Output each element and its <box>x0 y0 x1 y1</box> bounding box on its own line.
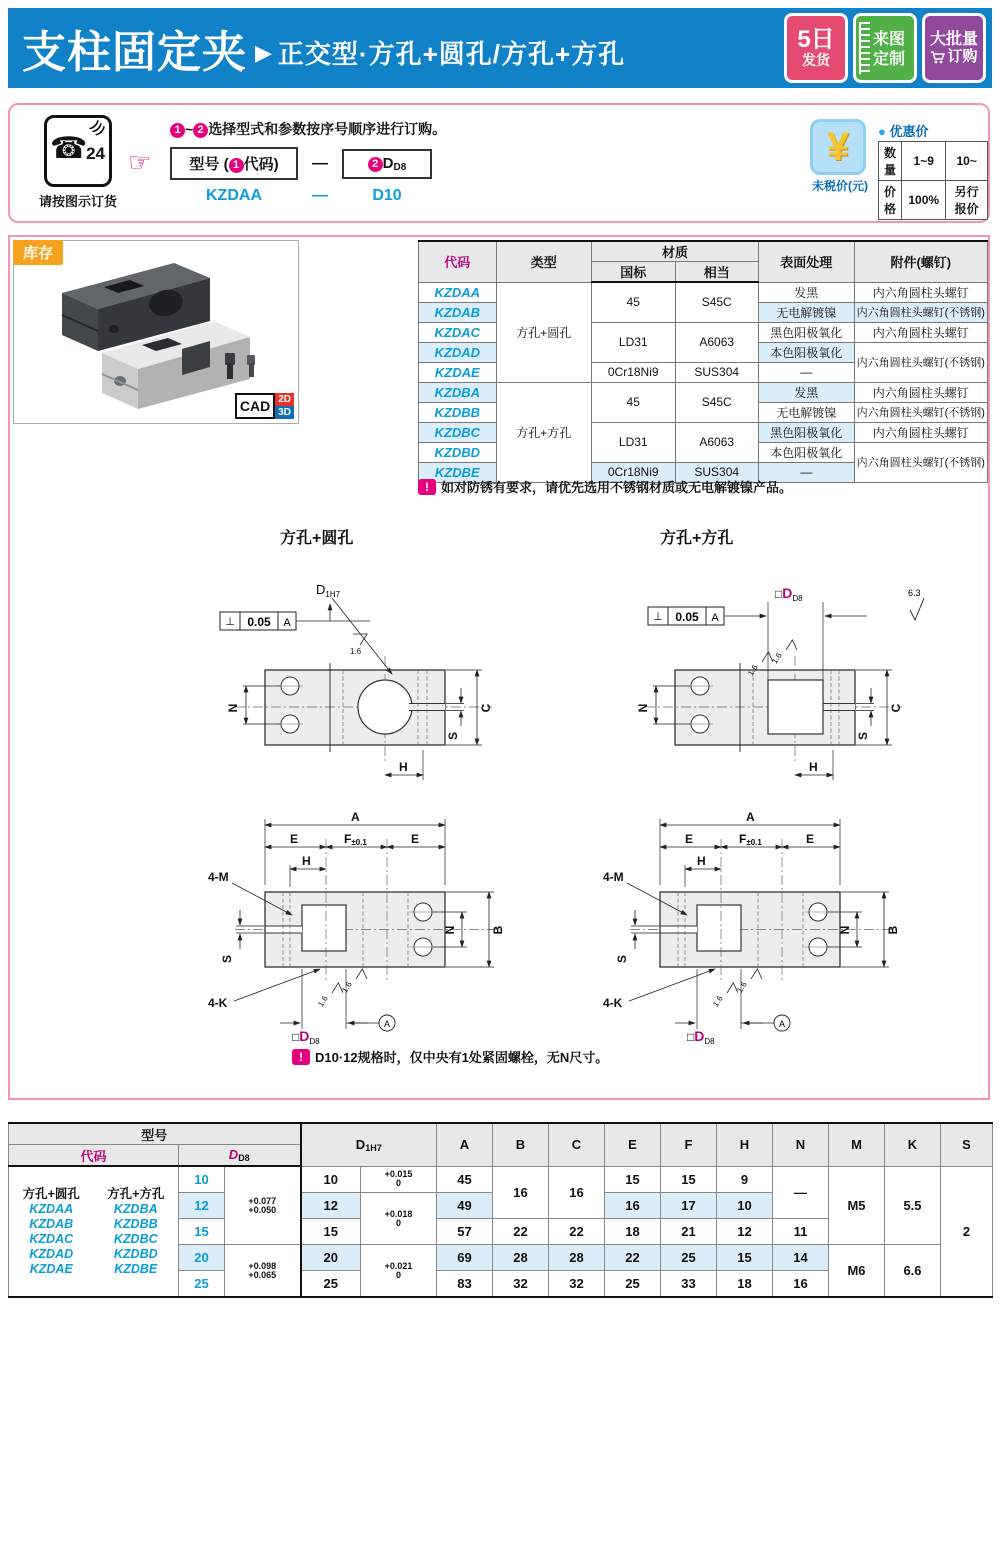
dim-N: N <box>636 703 650 713</box>
table-row: KZDAE 0Cr18Ni9 SUS304 — <box>419 362 988 382</box>
roughness-16: 1.6 <box>340 980 354 995</box>
signal-waves-icon: ))) <box>88 117 109 138</box>
roughness-16: 1.6 <box>746 663 760 678</box>
table-row: KZDBB 无电解镀镍 内六角圆柱头螺钉(不锈钢) <box>419 402 988 422</box>
table-row: KZDAA 方孔+圆孔 45 S45C 发黑 内六角圆柱头螺钉 <box>419 282 988 302</box>
roughness-16: 1.6 <box>350 647 362 656</box>
drawing-note: ! D10·12规格时，仅中央有1处紧固螺栓，无N尺寸。 <box>292 1047 608 1066</box>
cad-label: CAD <box>235 393 275 419</box>
callout-4M: 4-M <box>603 870 624 884</box>
dim-E: E <box>290 832 299 846</box>
dim-F: F±0.1 <box>739 832 762 847</box>
header-code: 代码 <box>9 1145 179 1167</box>
dim-S: S <box>615 954 629 964</box>
dim-A: A <box>746 810 755 824</box>
title-arrow-icon: ▶ <box>255 40 272 65</box>
badge-custom-drawing <box>853 13 917 83</box>
dim-S: S <box>220 954 234 964</box>
phone-caption: 请按图示订货 <box>38 194 117 209</box>
header-S: S <box>941 1123 993 1166</box>
figure-top-view-right <box>575 777 965 1052</box>
roughness-16: 1.6 <box>770 651 784 666</box>
yen-icon: ¥ <box>810 119 866 175</box>
figure-square-round-side <box>180 525 570 800</box>
tol-value: 0.05 <box>247 615 271 629</box>
col-header-type: 类型 <box>496 241 591 282</box>
page-title: 支柱固定夹 <box>22 28 247 77</box>
tol-value: 0.05 <box>675 610 699 624</box>
dim-E: E <box>806 832 815 846</box>
tol-symbol: ⊥ <box>225 616 235 628</box>
code-list-cell: 方孔+圆孔 方孔+方孔 KZDAA KZDBA KZDAB KZDBB KZDAC KZDBC KZDAD KZDBD KZDAE KZDBE <box>9 1166 179 1297</box>
dim-E: E <box>411 832 420 846</box>
figure-top-view-left <box>180 777 570 1052</box>
note-icon: ! <box>292 1049 310 1065</box>
badge-5day-line2: 发货 <box>802 52 830 68</box>
dim-N: N <box>443 925 457 935</box>
header-N: N <box>773 1123 829 1166</box>
discount-price-title: ● 优惠价 <box>878 124 929 139</box>
ruler-icon <box>859 22 870 74</box>
phone-24h-icon <box>44 115 112 187</box>
table-row: 12 12 +0.018 0 49 16 17 10 <box>9 1193 993 1219</box>
dim-B: B <box>886 925 900 935</box>
order-dash: — <box>312 154 328 172</box>
cad-badge[interactable] <box>235 393 294 419</box>
label-d1h7: $D_{1H7}$ <box>316 582 341 599</box>
callout-4K: 4-K <box>208 996 228 1010</box>
fig1-title: 方孔+圆孔 <box>280 530 354 547</box>
table-row: KZDBE 0Cr18Ni9 SUS304 — <box>419 462 988 482</box>
price-header: 价格 <box>879 181 902 220</box>
table-row: KZDBA 方孔+方孔 45 S45C 发黑 内六角圆柱头螺钉 <box>419 382 988 402</box>
table-row: 方孔+圆孔 方孔+方孔 KZDAA KZDBA KZDAB KZDBB KZDAC KZDBC KZDAD KZDBD KZDAE KZDBE 10 +0.077 +0.050 10 +0.015 0 45 16 16 15 15 9 — M5 5.5 2 <box>9 1166 993 1193</box>
figure-square-square-side <box>590 525 990 800</box>
phone-order-block <box>32 115 124 210</box>
callout-4M: 4-M <box>208 870 229 884</box>
dim-C: C <box>479 703 493 713</box>
cad-3d-tag: 3D <box>275 406 294 419</box>
dim-H: H <box>809 760 818 774</box>
roughness-63: 6.3 <box>908 588 921 598</box>
tol-datum: A <box>711 612 719 624</box>
badge-bulk-line2: 订购 <box>930 49 977 65</box>
ordering-section <box>8 103 990 223</box>
dim-H: H <box>399 760 408 774</box>
phone-24-label: 24 <box>86 144 105 163</box>
col-header-accessory: 附件(螺钉) <box>854 241 987 282</box>
table-row: 20 +0.098 +0.065 20 +0.021 0 69 28 28 22 25 15 14 M6 6.6 <box>9 1245 993 1271</box>
fig2-title: 方孔+方孔 <box>660 530 734 547</box>
model-code-box: 型号 ( 1 代码) <box>170 147 298 180</box>
cad-2d-tag: 2D <box>275 393 294 406</box>
label-dd8: $□D_{D8}$ <box>292 1028 320 1046</box>
table-row: 25 25 83 32 32 25 33 18 16 <box>9 1271 993 1298</box>
dim-N: N <box>838 925 852 935</box>
cart-icon <box>930 51 945 64</box>
order-instruction: 1 ~ 2 选择型式和参数按序号顺序进行订购。 <box>170 119 446 139</box>
badge-bulk-line1: 大批量 <box>929 31 978 48</box>
badge-5day-shipping <box>784 13 848 83</box>
dim-C: C <box>889 703 903 713</box>
dim-S: S <box>446 731 460 741</box>
table-row: KZDAB 无电解镀镍 内六角圆柱头螺钉(不锈钢) <box>419 302 988 322</box>
phone-icon: ☎ <box>50 132 88 165</box>
dim-N: N <box>226 703 240 713</box>
badge-5day-line1: 5日 <box>797 26 835 53</box>
dim-E: E <box>685 832 694 846</box>
header-badges <box>784 13 986 83</box>
step1-circle: 1 <box>229 158 244 173</box>
header-A: A <box>437 1123 493 1166</box>
rust-note: ! 如对防锈有要求，请优先选用不锈钢材质或无电解镀镍产品。 <box>418 477 792 496</box>
main-content-box <box>8 235 990 1100</box>
header-dd8: DD8 <box>179 1145 301 1167</box>
pointing-hand-icon: ☞ <box>128 147 152 177</box>
tol-symbol: ⊥ <box>653 611 663 623</box>
price-table: 数量 1~9 10~ 价格 100% 另行报价 <box>878 141 988 220</box>
step2-circle: 2 <box>368 157 383 172</box>
param-box: 2 DD8 <box>342 149 432 179</box>
roughness-16: 1.6 <box>735 980 749 995</box>
label-dd8: $□D_{D8}$ <box>775 585 803 603</box>
callout-4K: 4-K <box>603 996 623 1010</box>
roughness-16: 1.6 <box>711 994 725 1009</box>
header-M: M <box>829 1123 885 1166</box>
col-header-surface: 表面处理 <box>758 241 854 282</box>
datum-A: A <box>383 1019 391 1029</box>
label-dd8: $□D_{D8}$ <box>687 1028 715 1046</box>
dim-H: H <box>302 854 311 868</box>
col-header-material: 材质 <box>591 241 758 262</box>
datum-A: A <box>778 1019 786 1029</box>
badge-bulk-order <box>922 13 986 83</box>
tol-datum: A <box>283 617 291 629</box>
header-C: C <box>549 1123 605 1166</box>
col-header-equiv: 相当 <box>675 262 758 283</box>
dim-A: A <box>351 810 360 824</box>
note-icon: ! <box>418 479 436 495</box>
product-image-box <box>13 240 299 424</box>
example-param: D10 <box>372 187 402 204</box>
col-header-gb: 国标 <box>591 262 675 283</box>
qty-header: 数量 <box>879 142 902 181</box>
stock-badge: 库存 <box>13 240 63 265</box>
header-model: 型号 <box>9 1123 301 1145</box>
dim-S: S <box>856 731 870 741</box>
header-d1h7: D1H7 <box>301 1123 437 1166</box>
bullet-icon: ● <box>878 124 886 139</box>
dim-F: F±0.1 <box>344 832 367 847</box>
badge-custom-line2: 定制 <box>872 51 905 68</box>
header-E: E <box>605 1123 661 1166</box>
table-row: 15 15 57 22 22 18 21 12 11 <box>9 1219 993 1245</box>
price-caption: 未税价(元) <box>812 179 868 193</box>
step1-circle: 1 <box>170 123 185 138</box>
order-code-boxes <box>170 147 432 180</box>
roughness-16: 1.6 <box>316 994 330 1009</box>
table-row: KZDAD 本色阳极氧化 内六角圆柱头螺钉(不锈钢) <box>419 342 988 362</box>
header-F: F <box>661 1123 717 1166</box>
page-header <box>8 8 992 88</box>
code-material-table <box>418 240 988 483</box>
dim-H: H <box>697 854 706 868</box>
header-H: H <box>717 1123 773 1166</box>
step2-circle: 2 <box>193 123 208 138</box>
table-row: KZDAC LD31 A6063 黑色阳极氧化 内六角圆柱头螺钉 <box>419 322 988 342</box>
page-subtitle: 正交型·方孔+圆孔/方孔+方孔 <box>277 38 626 69</box>
header-K: K <box>885 1123 941 1166</box>
dimension-table <box>8 1122 993 1298</box>
order-example: KZDAA — D10 <box>170 187 432 205</box>
table-row: KZDBD 本色阳极氧化 内六角圆柱头螺钉(不锈钢) <box>419 442 988 462</box>
badge-custom-line1: 来图 <box>872 31 905 48</box>
example-code: KZDAA <box>206 187 262 204</box>
header-B: B <box>493 1123 549 1166</box>
col-header-code: 代码 <box>419 241 497 282</box>
dim-B: B <box>491 925 505 935</box>
table-row: KZDBC LD31 A6063 黑色阳极氧化 内六角圆柱头螺钉 <box>419 422 988 442</box>
